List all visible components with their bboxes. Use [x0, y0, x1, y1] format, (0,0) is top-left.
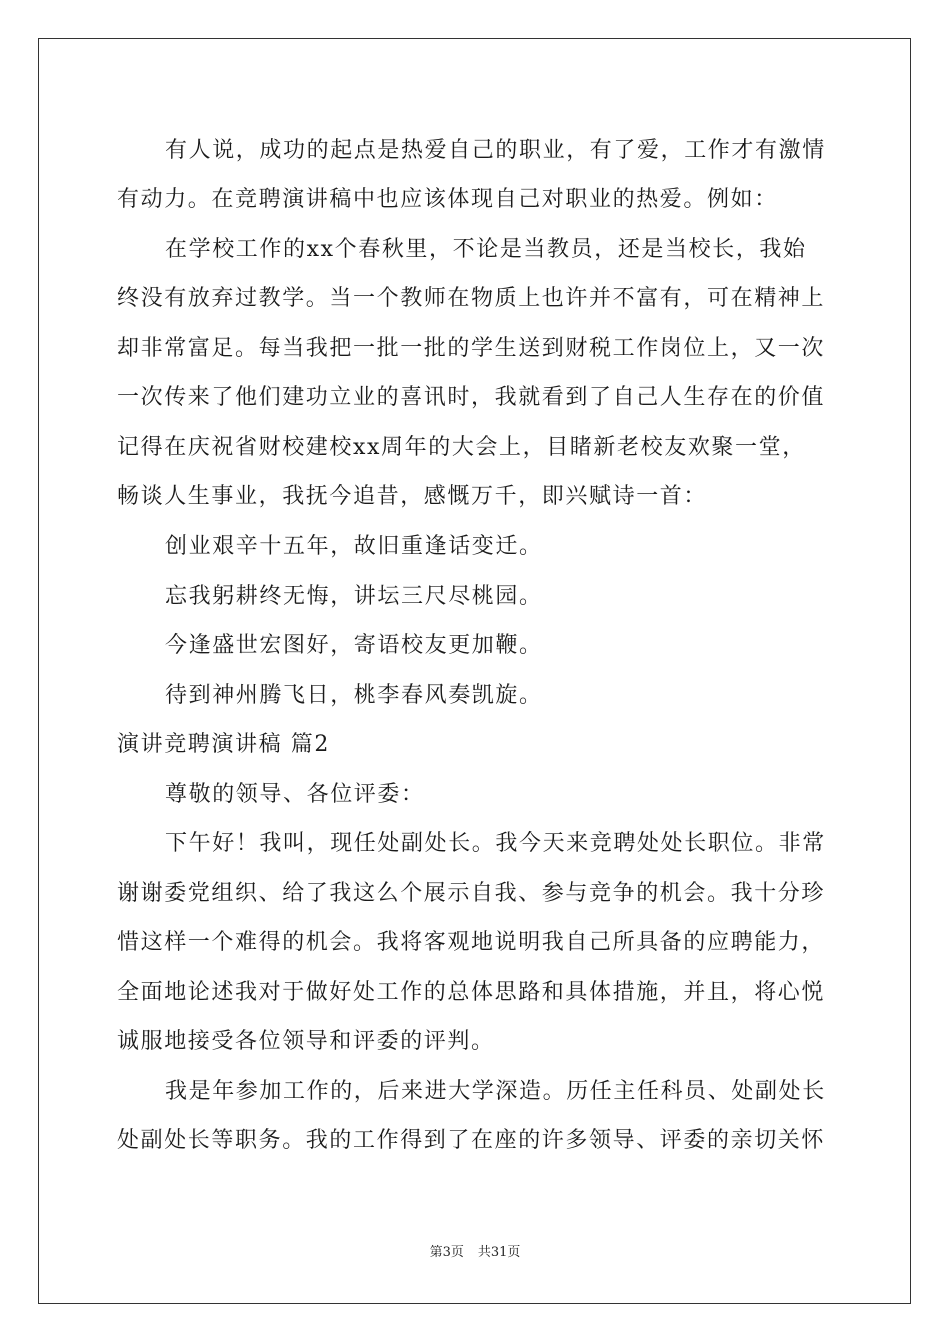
page-number: 第3页 [429, 1245, 464, 1260]
paragraph-2-line-5: 记得在庆祝省财校建校xx周年的大会上，目睹新老校友欢聚一堂， [117, 435, 806, 460]
paragraph-2-line-6: 畅谈人生事业，我抚今追昔，感慨万千，即兴赋诗一首： [117, 484, 708, 509]
page-footer [0, 1244, 950, 1262]
paragraph-2-line-4: 一次传来了他们建功立业的喜讯时，我就看到了自己人生存在的价值 [117, 385, 826, 410]
paragraph-1-line-2: 有动力。在竞聘演讲稿中也应该体现自己对职业的热爱。例如： [117, 187, 778, 212]
poem-line-3: 今逢盛世宏图好，寄语校友更加鞭。 [165, 633, 543, 658]
paragraph-2-line-2: 终没有放弃过教学。当一个教师在物质上也许并不富有，可在精神上 [117, 286, 826, 311]
poem-line-4: 待到神州腾飞日，桃李春风奏凯旋。 [165, 683, 543, 708]
paragraph-1-line-1: 有人说，成功的起点是热爱自己的职业，有了爱，工作才有激情 [165, 138, 826, 163]
poem-line-2: 忘我躬耕终无悔，讲坛三尺尽桃园。 [165, 584, 543, 609]
paragraph-3-line-1: 下午好！我叫，现任处副处长。我今天来竞聘处处长职位。非常 [165, 831, 826, 856]
total-pages: 共31页 [477, 1245, 521, 1260]
section-heading: 演讲竞聘演讲稿 篇2 [117, 732, 330, 757]
paragraph-3-line-2: 谢谢委党组织、给了我这么个展示自我、参与竞争的机会。我十分珍 [117, 881, 826, 906]
paragraph-2-line-1: 在学校工作的xx个春秋里，不论是当教员，还是当校长，我始 [165, 237, 807, 262]
paragraph-3-line-3: 惜这样一个难得的机会。我将客观地说明我自己所具备的应聘能力， [117, 930, 826, 955]
paragraph-4-line-2: 处副处长等职务。我的工作得到了在座的许多领导、评委的亲切关怀 [117, 1128, 826, 1153]
paragraph-3-line-5: 诚服地接受各位领导和评委的评判。 [117, 1029, 495, 1054]
paragraph-3-line-4: 全面地论述我对于做好处工作的总体思路和具体措施，并且，将心悦 [117, 980, 826, 1005]
paragraph-4-line-1: 我是年参加工作的，后来进大学深造。历任主任科员、处副处长 [165, 1079, 826, 1104]
poem-line-1: 创业艰辛十五年，故旧重逢话变迁。 [165, 534, 543, 559]
salutation: 尊敬的领导、各位评委： [165, 782, 425, 807]
page-border [38, 38, 911, 1304]
paragraph-2-line-3: 却非常富足。每当我把一批一批的学生送到财税工作岗位上，又一次 [117, 336, 826, 361]
